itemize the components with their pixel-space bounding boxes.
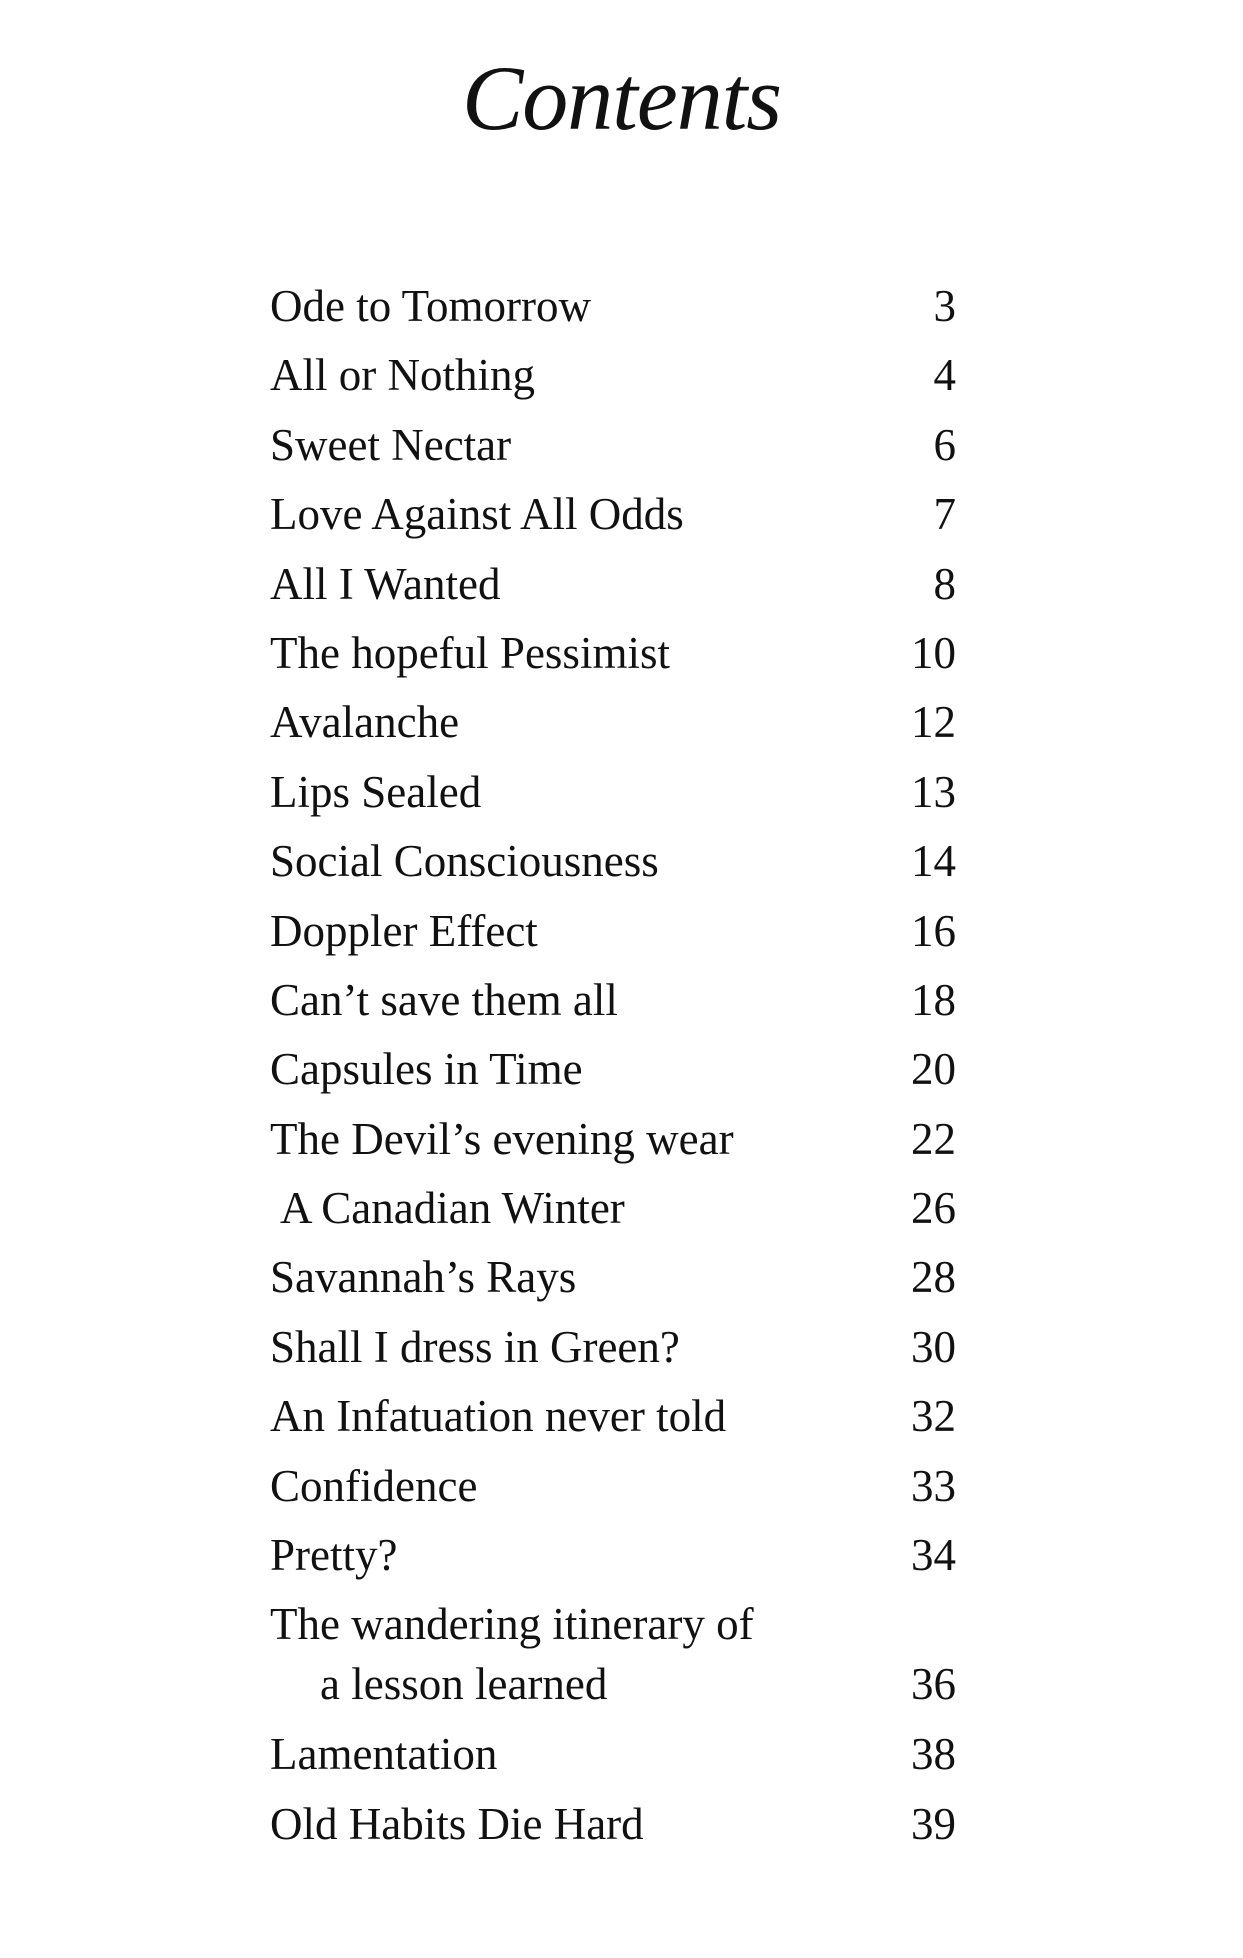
toc-entry-page: 7	[933, 489, 956, 540]
toc-entry-page: 33	[911, 1460, 956, 1511]
toc-entry-title: Love Against All Odds	[270, 489, 684, 540]
page-title: Contents	[461, 47, 782, 149]
toc-entry	[270, 1035, 960, 1104]
toc-entry	[270, 897, 960, 966]
toc-entry	[270, 1174, 960, 1243]
toc-entry-title: Sweet Nectar	[270, 419, 512, 470]
toc-entry-page: 18	[911, 974, 956, 1025]
toc-entry-title: Capsules in Time	[270, 1044, 583, 1095]
toc-entry-title: All I Wanted	[270, 558, 501, 609]
toc-entry-title: Shall I dress in Green?	[270, 1321, 680, 1372]
toc-entry	[270, 1521, 960, 1590]
toc-entry	[270, 1313, 960, 1382]
toc-entry-title: Old Habits Die Hard	[270, 1798, 644, 1849]
toc-entry-title: A Canadian Winter	[280, 1183, 625, 1234]
toc-entry-page: 38	[911, 1729, 956, 1780]
toc-entry-page: 39	[911, 1798, 956, 1849]
toc-entry-title: The hopeful Pessimist	[270, 627, 670, 678]
toc-entry	[270, 550, 960, 619]
toc-entry-title: Avalanche	[270, 697, 460, 748]
toc-entry-page: 34	[911, 1530, 956, 1581]
toc-entry-page: 8	[933, 558, 956, 609]
toc-entry-title: Can’t save them all	[270, 974, 618, 1025]
toc-entry	[270, 827, 960, 896]
toc-entry	[270, 411, 960, 480]
toc-entry-title-line2: a lesson learned	[320, 1659, 608, 1710]
toc-entry	[270, 1243, 960, 1312]
toc-entry-title: Lips Sealed	[270, 766, 482, 817]
toc-entry	[270, 688, 960, 757]
toc-entry-page: 10	[911, 627, 956, 678]
toc-entry-title: The Devil’s evening wear	[270, 1113, 734, 1164]
toc-entry-page: 36	[911, 1659, 956, 1710]
toc-entry	[270, 1790, 960, 1859]
toc-entry-title: Savannah’s Rays	[270, 1252, 577, 1303]
toc-entry	[270, 758, 960, 827]
toc-entry-title: Ode to Tomorrow	[270, 281, 591, 331]
toc-entry-page: 30	[911, 1321, 956, 1372]
toc-entry	[270, 619, 960, 688]
toc-entry	[270, 1720, 960, 1789]
toc-entry-page: 26	[911, 1183, 956, 1234]
toc-entry-title: Doppler Effect	[270, 905, 538, 956]
toc-entry	[270, 341, 960, 410]
toc-entry-title: Lamentation	[270, 1729, 498, 1780]
toc-entry-title: An Infatuation never told	[270, 1391, 727, 1442]
toc-entry	[270, 480, 960, 549]
toc-entry-title: Social Consciousness	[270, 836, 659, 887]
toc-entry	[270, 1105, 960, 1174]
toc-entry	[270, 1590, 960, 1720]
toc-entry-title-line1: The wandering itinerary of	[270, 1599, 754, 1650]
toc-entry-page: 6	[933, 419, 956, 470]
toc-entry-page: 3	[933, 281, 956, 331]
toc-entry	[270, 1382, 960, 1451]
toc-entry-page: 13	[911, 766, 956, 817]
toc-entry-page: 12	[911, 697, 956, 748]
toc-entry-page: 16	[911, 905, 956, 956]
toc-entry-title: Pretty?	[270, 1530, 398, 1581]
toc-entry-page: 20	[911, 1044, 956, 1095]
toc-entry-page: 22	[911, 1113, 956, 1164]
toc-entry-page: 14	[911, 836, 956, 887]
toc-entry	[270, 272, 960, 341]
toc-entry-title: Confidence	[270, 1460, 478, 1511]
toc-entry-title: All or Nothing	[270, 350, 535, 401]
toc-entry-page: 28	[911, 1252, 956, 1303]
toc-entry	[270, 1452, 960, 1521]
toc-entry	[270, 966, 960, 1035]
table-of-contents	[270, 272, 960, 1859]
toc-entry-page: 4	[933, 350, 956, 401]
toc-entry-page: 32	[911, 1391, 956, 1442]
